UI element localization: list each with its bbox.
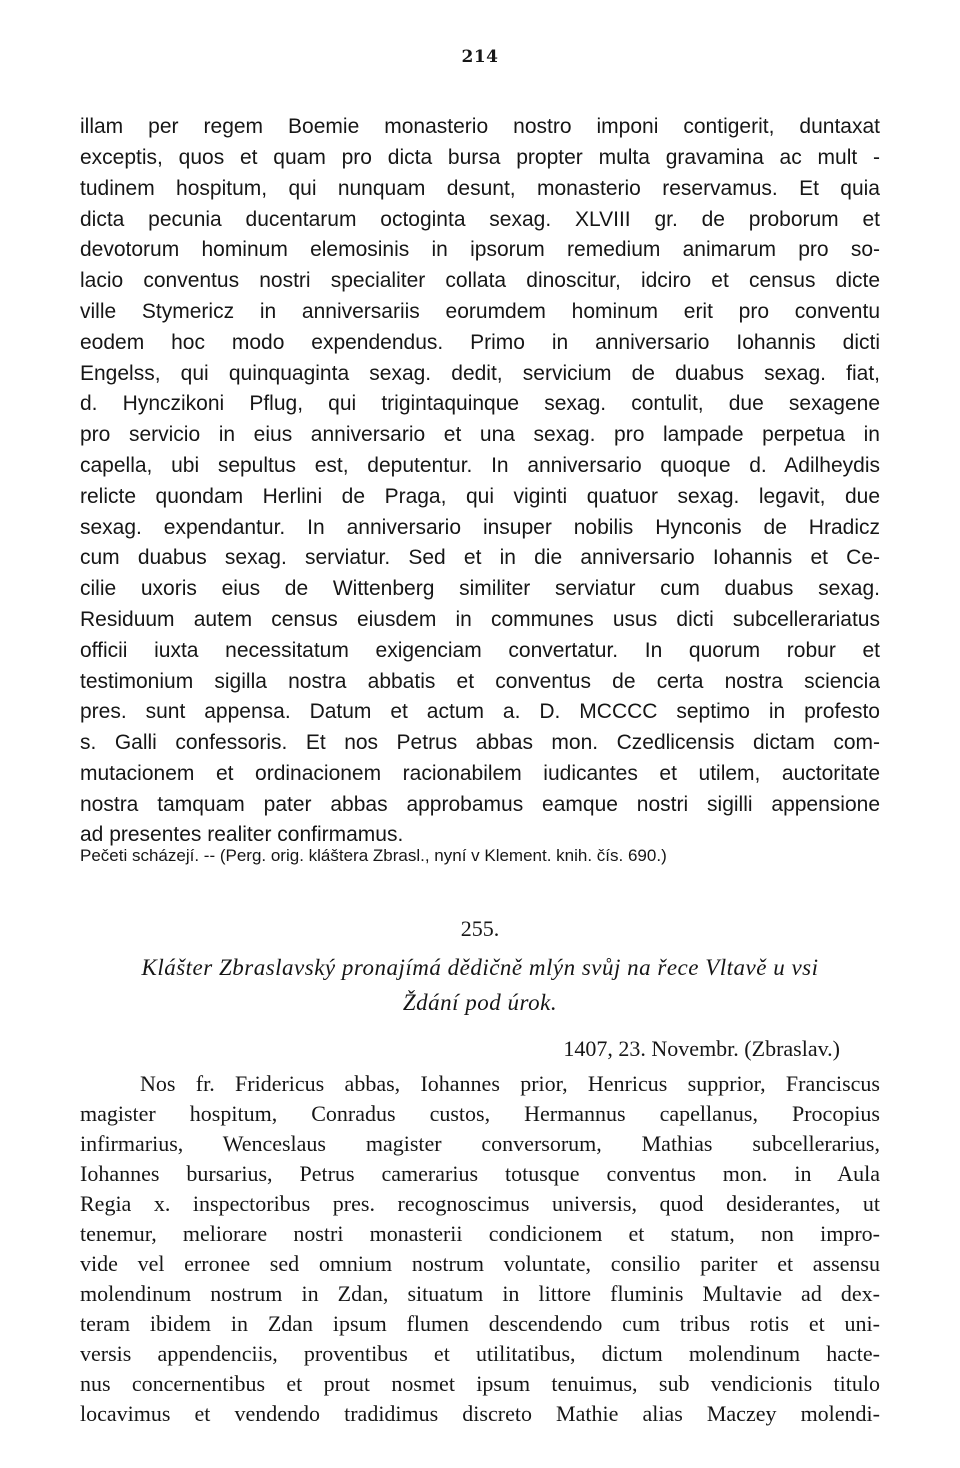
text-line: tudinem hospitum, qui nunquam desunt, monasterio reservamus. Et quia bbox=[80, 177, 880, 200]
text-line: Nos fr. Fridericus abbas, Iohannes prior, Henricus supprior, Franciscus bbox=[140, 1071, 880, 1096]
text-line: eodem hoc modo expendendus. Primo in anniversario Iohannis dicti bbox=[80, 331, 880, 354]
text-line: d. Hynczikoni Pflug, qui trigintaquinque sexag. contulit, due sexagene bbox=[80, 392, 880, 415]
text-line: locavimus et vendendo tradidimus discreto Mathie alias Maczey molendi- bbox=[80, 1401, 880, 1426]
text-line: sexag. expendantur. In anniversario insuper nobilis Hynconis de Hradicz bbox=[80, 516, 880, 539]
text-line: relicte quondam Herlini de Praga, qui viginti quatuor sexag. legavit, due bbox=[80, 485, 880, 508]
text-line: officii iuxta necessitatum exigenciam convertatur. In quorum robur et bbox=[80, 639, 880, 662]
text-line: ville Stymericz in anniversariis eorumdem hominum erit pro conventu bbox=[80, 300, 880, 323]
text-line: testimonium sigilla nostra abbatis et conventus de certa nostra sciencia bbox=[80, 670, 880, 693]
text-line: cum duabus sexag. serviatur. Sed et in die anniversario Iohannis et Ce- bbox=[80, 546, 880, 569]
text-line: magister hospitum, Conradus custos, Hermannus capellanus, Procopius bbox=[80, 1101, 880, 1126]
text-line: cilie uxoris eius de Wittenberg similiter serviatur cum duabus sexag. bbox=[80, 577, 880, 600]
text-line: Residuum autem census eiusdem in communes usus dicti subcellerariatus bbox=[80, 608, 880, 631]
document-date: 1407, 23. Novembr. (Zbraslav.) bbox=[563, 1036, 840, 1061]
document-heading: Ždání pod úrok. bbox=[402, 990, 558, 1015]
text-line: nostra tamquam pater abbas approbamus eamque nostri sigilli appensione bbox=[80, 793, 880, 816]
text-line: vide vel erronee sed omnium nostrum voluntate, consilio pariter et assensu bbox=[80, 1251, 880, 1276]
text-line: Iohannes bursarius, Petrus camerarius totusque conventus mon. in Aula bbox=[80, 1161, 880, 1186]
page-number: 214 bbox=[461, 47, 499, 67]
text-line: dicta pecunia ducentarum octoginta sexag. XLVIII gr. de proborum et bbox=[80, 208, 880, 231]
text-line: exceptis, quos et quam pro dicta bursa propter multa gravamina ac mult - bbox=[80, 146, 880, 169]
text-line: Regia x. inspectoribus pres. recognoscimus universis, quod desiderantes, ut bbox=[80, 1191, 880, 1216]
text-line: mutacionem et ordinacionem racionabilem iudicantes et utilem, auctoritate bbox=[80, 762, 880, 785]
text-line: tenemur, meliorare nostri monasterii condicionem et statum, non impro- bbox=[80, 1221, 880, 1246]
text-line: ad presentes realiter confirmamus. bbox=[80, 823, 404, 846]
text-line: nus concernentibus et prout nosmet ipsum tenuimus, sub vendicionis titulo bbox=[80, 1371, 880, 1396]
text-line: lacio conventus nostri specialiter collata dinoscitur, idciro et census dicte bbox=[80, 269, 880, 292]
document-heading: Klášter Zbraslavský pronajímá dědičně mlýn svůj na řece Vltavě u vsi bbox=[141, 955, 819, 980]
text-line: capella, ubi sepultus est, deputentur. In anniversario quoque d. Adilheydis bbox=[80, 454, 880, 477]
text-line: pres. sunt appensa. Datum et actum a. D. MCCCC septimo in profesto bbox=[80, 700, 880, 723]
text-line: pro servicio in eius anniversario et una sexag. pro lampade perpetua in bbox=[80, 423, 880, 446]
text-line: devotorum hominum elemosinis in ipsorum remedium animarum pro so- bbox=[80, 238, 880, 261]
text-line: infirmarius, Wenceslaus magister conversorum, Mathias subcellerarius, bbox=[80, 1131, 880, 1156]
text-line: versis appendenciis, proventibus et utilitatibus, dictum molendinum hacte- bbox=[80, 1341, 880, 1366]
text-line: s. Galli confessoris. Et nos Petrus abbas mon. Czedlicensis dictam com- bbox=[80, 731, 880, 754]
text-line: Engelss, qui quinquaginta sexag. dedit, servicium de duabus sexag. fiat, bbox=[80, 362, 880, 385]
archival-note: Pečeti scházejí. -- (Perg. orig. kláštera Zbrasl., nyní v Klement. knih. čís. 690.) bbox=[80, 846, 667, 865]
text-line: teram ibidem in Zdan ipsum flumen descendendo cum tribus rotis et uni- bbox=[80, 1311, 880, 1336]
text-line: illam per regem Boemie monasterio nostro imponi contigerit, duntaxat bbox=[80, 115, 880, 138]
document-number: 255. bbox=[460, 916, 500, 941]
text-line: molendinum nostrum in Zdan, situatum in littore fluminis Multavie ad dex- bbox=[80, 1281, 880, 1306]
